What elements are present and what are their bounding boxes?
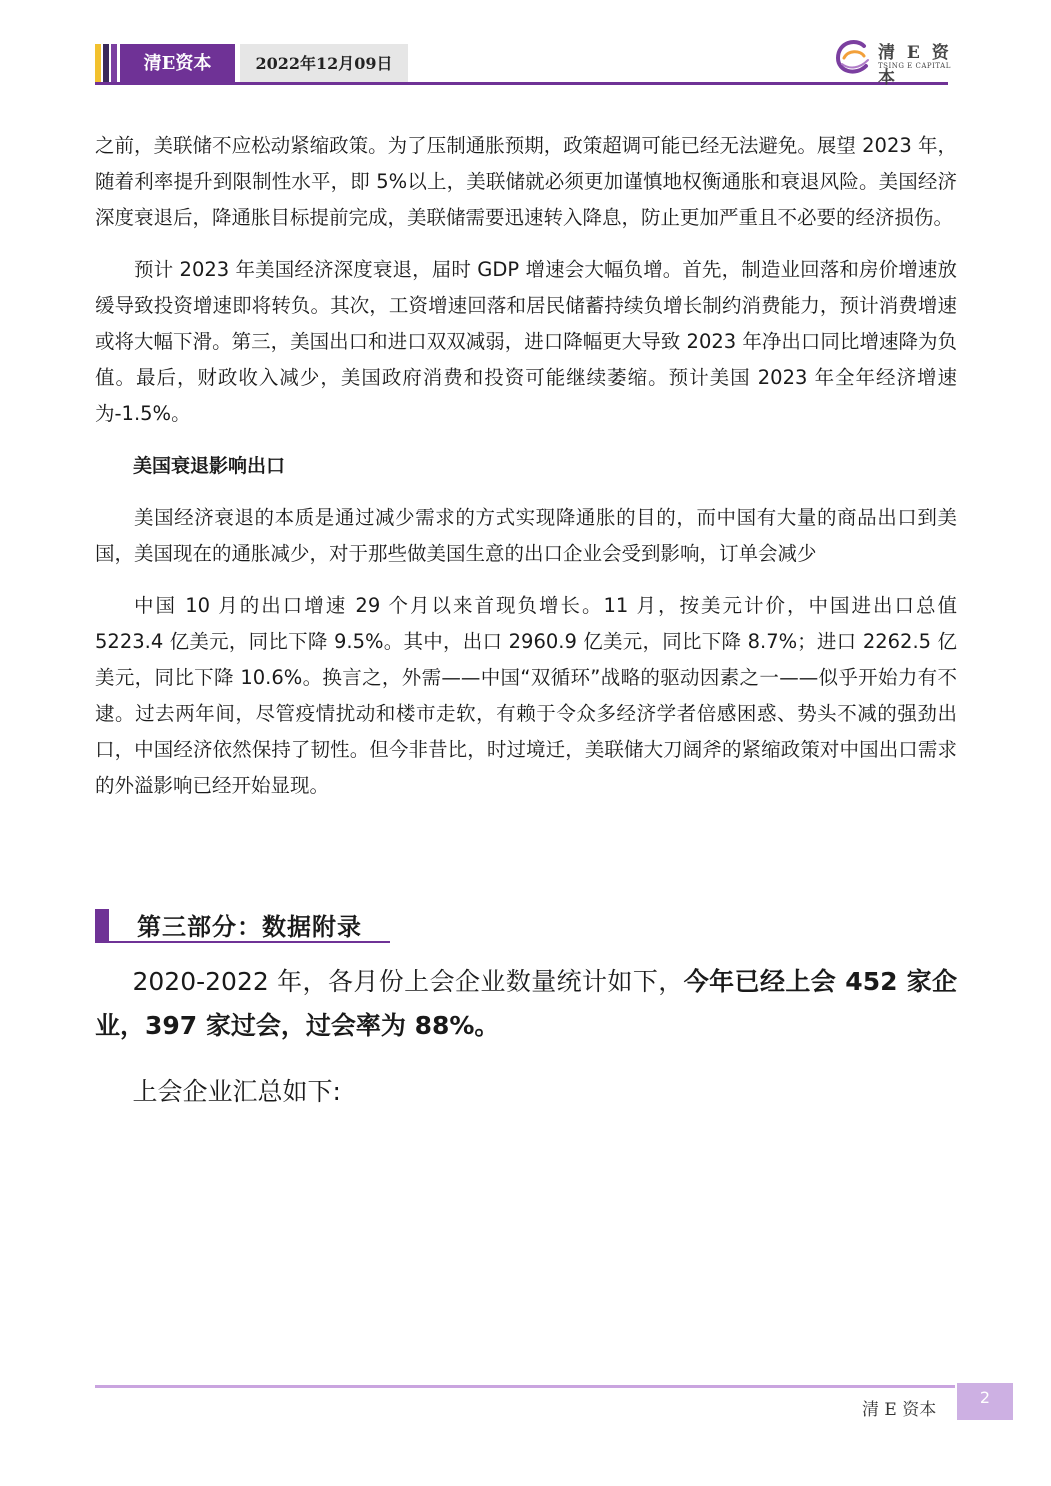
section-heading — [95, 905, 390, 941]
paragraph-listing-stats — [95, 960, 957, 1048]
paragraph-summary-intro: 上会企业汇总如下: — [132, 1077, 341, 1106]
section-underline — [95, 941, 390, 943]
footer-rule — [95, 1385, 955, 1388]
footer-brand: 清 E 资本 — [862, 1400, 937, 1420]
page-header — [0, 0, 1051, 100]
header-accent-yellow — [95, 44, 101, 84]
header-accent-dark — [103, 44, 109, 84]
data-appendix-body — [95, 960, 957, 1114]
header-date: 2022年12月09日 — [240, 44, 408, 84]
header-brand: 清E资本 — [120, 44, 235, 84]
section-title: 第三部分：数据附录 — [137, 913, 362, 941]
stat-highlight: 今年已经上会 452 家企业，397 家过会，过会率为 88%。 — [95, 967, 958, 1040]
logo-swirl-icon — [830, 34, 876, 80]
stat-text: 2020-2022 年，各月份上会企业数量统计如下， — [132, 967, 684, 996]
article-body — [95, 128, 957, 804]
header-accent-purple — [111, 44, 117, 84]
header-rule — [95, 82, 948, 85]
section-marker — [95, 909, 109, 943]
company-logo — [830, 34, 955, 88]
page-number: 2 — [957, 1383, 1013, 1420]
logo-text-en: TSING E CAPITAL — [878, 62, 951, 70]
paragraph-fed-policy: 之前，美联储不应松动紧缩政策。为了压制通胀预期，政策超调可能已经无法避免。展望 2023 年，随着利率提升到限制性水平，即 5%以上，美联储就必须更加谨慎地权衡通胀和衰退风险。美国经济深度衰退后，降通胀目标提前完成，美联储需要迅速转入降息，防止更加严重且不必要的经济损伤。 — [95, 134, 957, 229]
paragraph-china-exports: 中国 10 月的出口增速 29 个月以来首现负增长。11 月，按美元计价，中国进出口总值 5223.4 亿美元，同比下降 9.5%。其中，出口 2960.9 亿美元，同比下降 8.7%；进口 2262.5 亿美元，同比下降 10.6%。换言之，外需——中国“双循环”战略的驱动因素之一——似乎开始力有不逮。过去两年间，尽管疫情扰动和楼市走软，有赖于令众多经济学者倍感困惑、势头不减的强劲出口，中国经济依然保持了韧性。但今非昔比，时过境迁，美联储大刀阔斧的紧缩政策对中国出口需求的外溢影响已经开始显现。 — [95, 594, 957, 797]
logo-text-cn: 清 E 资 本 — [878, 43, 952, 88]
paragraph-us-recession-forecast: 预计 2023 年美国经济深度衰退，届时 GDP 增速会大幅负增。首先，制造业回落和房价增速放缓导致投资增速即将转负。其次，工资增速回落和居民储蓄持续负增长制约消费能力，预计消费增速或将大幅下滑。第三，美国出口和进口双双减弱，进口降幅更大导致 2023 年净出口同比增速降为负值。最后，财政收入减少，美国政府消费和投资可能继续萎缩。预计美国 2023 年全年经济增速为-1.5%。 — [95, 258, 957, 425]
paragraph-recession-mechanism: 美国经济衰退的本质是通过减少需求的方式实现降通胀的目的，而中国有大量的商品出口到美国，美国现在的通胀减少，对于那些做美国生意的出口企业会受到影响，订单会减少 — [95, 506, 957, 565]
subheading-export-impact: 美国衰退影响出口 — [133, 455, 286, 477]
